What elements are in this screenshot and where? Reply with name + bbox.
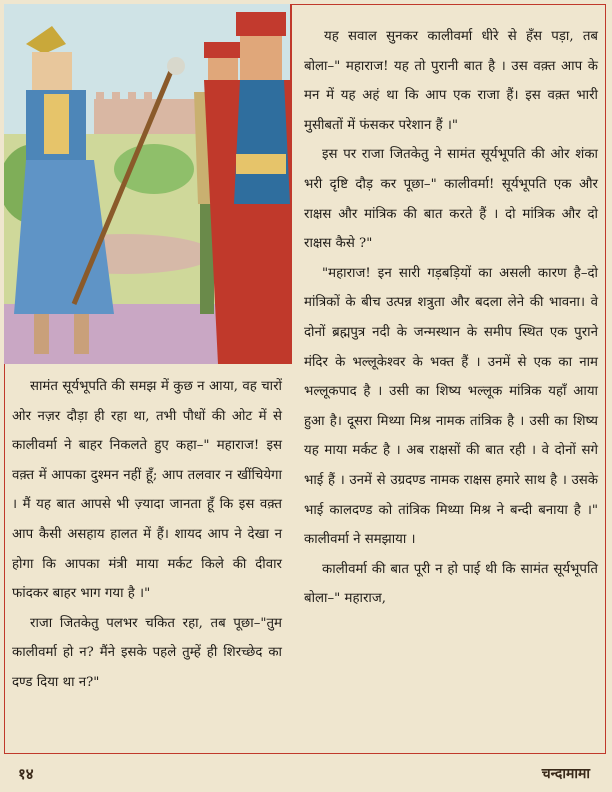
right-text-column <box>304 22 598 614</box>
paragraph: इस पर राजा जितकेतु ने सामंत सूर्यभूपति की ओर शंका भरी दृष्टि दौड़ कर पूछा–" कालीवर्मा! सूर्यभूपति एक और राक्षस और मांत्रिक की बात करते हैं । दो मांत्रिक और दो राक्षस कैसे ?" <box>304 147 598 252</box>
illustration-svg <box>4 4 290 364</box>
illustration-king-and-courtiers <box>4 4 290 364</box>
paragraph: "महाराज! इन सारी गड़बड़ियों का असली कारण है–दो मांत्रिकों के बीच उत्पन्न शत्रुता और बदला लेने की भावना। वे दोनों ब्रह्मपुत्र नदी के जन्मस्थान के समीप स्थित एक पुराने मंदिर के भल्लूकेश्वर के भक्त हैं । उनमें से एक का नाम भल्लूकपाद है । उसी का शिष्य भल्लूक मांत्रिक यहाँ आया हुआ है। दूसरा मिथ्या मिश्र नामक तांत्रिक है । उसी का शिष्य यह माया मर्कट है । अब राक्षसों की बात रही । वे दोनों सगे भाई हैं । उनमें से उग्रदण्ड नामक राक्षस हमारे साथ है । उसके भाई कालदण्ड को तांत्रिक मिथ्या मिश्र ने बन्दी बनाया है ।" कालीवर्मा ने समझाया । <box>304 265 598 548</box>
paragraph: यह सवाल सुनकर कालीवर्मा धीरे से हँस पड़ा, तब बोला–" महाराज! यह तो पुरानी बात है । उस वक़्त आप के मन में यह अहं था कि आप एक राजा हैं। इस वक़्त भारी मुसीबतों में फंसकर परेशान हैं ।" <box>304 29 598 133</box>
paragraph: सामंत सूर्यभूपति की समझ में कुछ न आया, वह चारों ओर नज़र दौड़ा ही रहा था, तभी पौधों की ओट में से कालीवर्मा ने बाहर निकलते हुए कहा–" महाराज! इस वक़्त में आपका दुश्मन नहीं हूँ; आप तलवार न खींचियेगा । मैं यह बात आपसे भी ज़्यादा जानता हूँ कि इस वक़्त आप कैसी असहाय हालत में हैं। शायद आप ने देखा न होगा कि आपका मंत्री माया मर्कट किले की दीवार फांदकर बाहर भाग गया है ।" <box>12 379 282 602</box>
paragraph: राजा जितकेतु पलभर चकित रहा, तब पूछा–"तुम कालीवर्मा हो न? मैंने इसके पहले तुम्हें ही शिरच्छेद का दण्ड दिया था न?" <box>12 615 282 690</box>
left-text-column <box>12 372 282 698</box>
paragraph: कालीवर्मा की बात पूरी न हो पाई थी कि सामंत सूर्यभूपति बोला–" महाराज, <box>304 561 598 607</box>
magazine-name: चन्दामामा <box>541 766 590 782</box>
page-footer <box>0 756 612 786</box>
page-number: १४ <box>18 765 34 783</box>
